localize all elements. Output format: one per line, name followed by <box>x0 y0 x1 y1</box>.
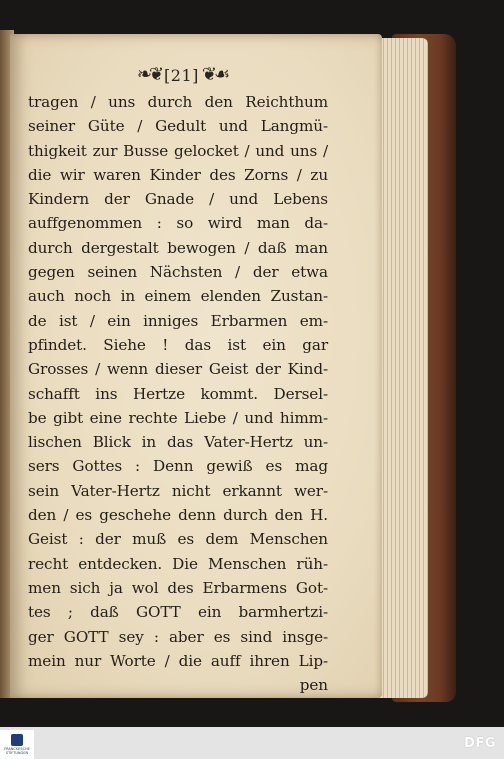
page-number: [21] <box>164 65 199 85</box>
text-line: gegen seinen Nächsten / der etwa <box>28 263 328 282</box>
text-line: die wir waren Kinder des Zorns / zu <box>28 165 328 184</box>
text-line: Kindern der Gnade / und Lebens <box>28 190 328 209</box>
text-line: ger GOTT sey : aber es sind insge- <box>28 627 328 646</box>
dfg-logo[interactable]: DFG <box>464 736 496 751</box>
institution-logo-icon <box>11 734 23 746</box>
text-line: Grosses / wenn dieser Geist der Kind- <box>28 360 328 379</box>
viewer-footer-bar <box>0 727 504 759</box>
text-line: men sich ja wol des Erbarmens Got- <box>28 578 328 597</box>
text-line: recht entdecken. Die Menschen rüh- <box>28 554 328 573</box>
ornament-left-icon: ❧❦ <box>136 64 162 85</box>
book-page <box>10 34 382 698</box>
text-line: thigkeit zur Busse gelocket / und uns / <box>28 141 328 160</box>
text-line: auch noch in einem elenden Zustan- <box>28 287 328 306</box>
institution-caption: FRANCKESCHE STIFTUNGEN <box>4 747 30 755</box>
text-line: de ist / ein inniges Erbarmen em- <box>28 311 328 330</box>
text-line: tragen / uns durch den Reichthum <box>28 93 328 111</box>
text-line: Geist : der muß es dem Menschen <box>28 530 328 549</box>
text-line: pfindet. Siehe ! das ist ein gar <box>28 335 328 354</box>
text-line: schafft ins Hertze kommt. Dersel- <box>28 384 328 403</box>
text-line: be gibt eine rechte Liebe / und himm- <box>28 408 328 427</box>
text-line: sers Gottes : Denn gewiß es mag <box>28 457 328 476</box>
text-line: den / es geschehe denn durch den H. <box>28 506 328 525</box>
text-line: auffgenommen : so wird man da- <box>28 214 328 233</box>
text-line: tes ; daß GOTT ein barmhertzi- <box>28 603 328 622</box>
institution-logo[interactable] <box>0 730 34 759</box>
text-line: lischen Blick in das Vater-Hertz un- <box>28 433 328 452</box>
ornament-right-icon: ❦☙ <box>201 64 228 85</box>
text-line: mein nur Worte / die auff ihren Lip- <box>28 651 328 670</box>
text-line: durch dergestalt bewogen / daß man <box>28 238 328 257</box>
text-line: seiner Güte / Gedult und Langmü- <box>28 117 328 136</box>
page-header <box>122 64 242 86</box>
text-line: sein Vater-Hertz nicht erkannt wer- <box>28 481 328 500</box>
body-text <box>28 90 328 697</box>
catchword: pen <box>299 676 328 695</box>
